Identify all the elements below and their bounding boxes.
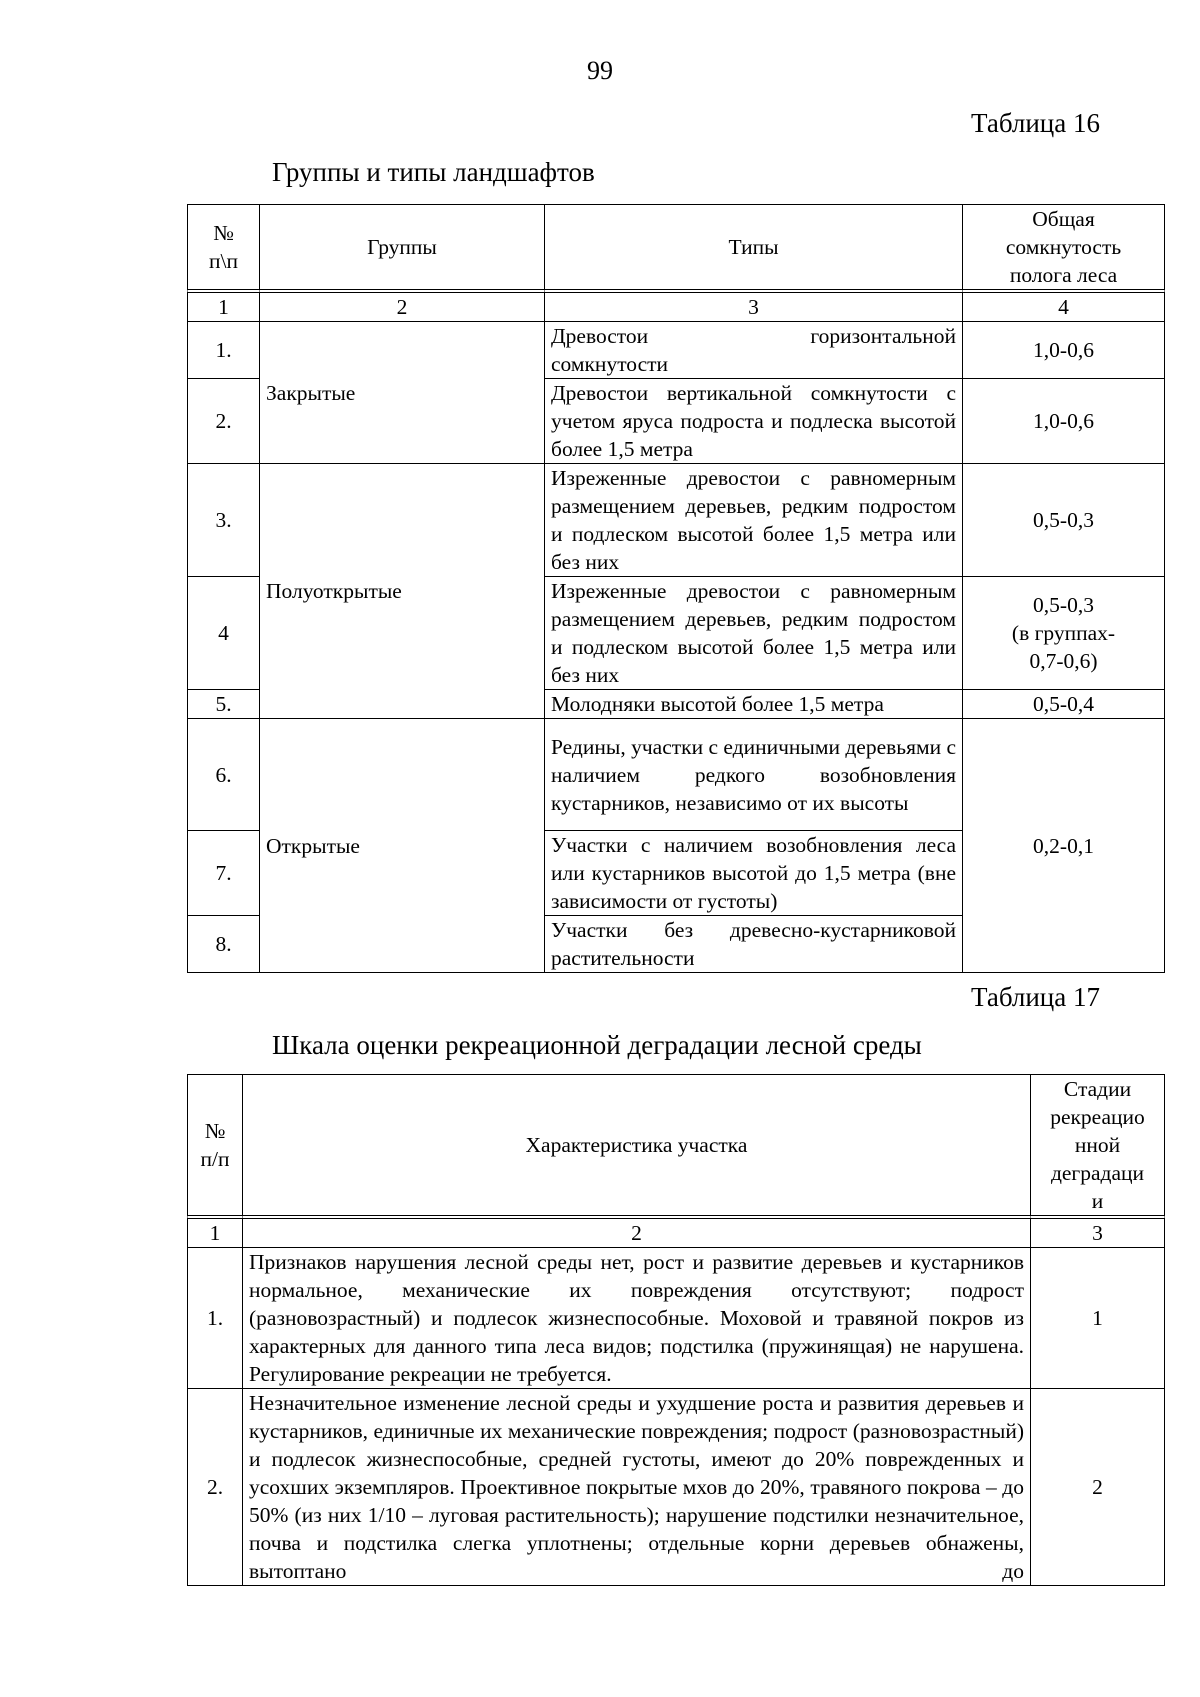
column-number: 1: [187, 293, 260, 322]
density-cell: 0,5-0,4: [963, 690, 1165, 719]
row-number: 2.: [187, 1389, 243, 1586]
header-stage: Стадии рекреацио нной деградаци и: [1031, 1074, 1165, 1219]
degradation-scale-table: [187, 1074, 1165, 1586]
group-open: Открытые: [260, 719, 545, 973]
row-number: 3.: [187, 464, 260, 577]
header-types: Типы: [545, 204, 963, 293]
table-header-row: [187, 204, 1165, 293]
row-number: 2.: [187, 379, 260, 464]
table-17-title: Шкала оценки рекреационной деградации лесной среды: [272, 1030, 922, 1060]
column-number: 2: [260, 293, 545, 322]
density-cell: 0,5-0,3: [963, 464, 1165, 577]
table-17-caption: Таблица 17: [971, 982, 1100, 1012]
row-number: 8.: [187, 916, 260, 973]
type-cell: Редины, участки с единичными деревьями с наличием редкого возобновления кустарников, независимо от их высоты: [545, 719, 963, 831]
column-number: 3: [545, 293, 963, 322]
column-number: 3: [1031, 1219, 1165, 1248]
row-number: 6.: [187, 719, 260, 831]
table-header-row: [187, 1074, 1165, 1219]
density-cell: 1,0-0,6: [963, 379, 1165, 464]
type-cell: Изреженные древостои с равномерным размещением деревьев, редким подростом и подлеском высотой более 1,5 метра или без них: [545, 577, 963, 690]
row-number: 5.: [187, 690, 260, 719]
type-cell: Изреженные древостои с равномерным размещением деревьев, редким подростом и подлеском высотой более 1,5 метра или без них: [545, 464, 963, 577]
row-number: 4: [187, 577, 260, 690]
table-16-caption: Таблица 16: [971, 108, 1100, 138]
column-numbers-row: [187, 1219, 1165, 1248]
type-cell: Участки с наличием возобновления леса или кустарников высотой до 1,5 метра (вне зависимости от густоты): [545, 831, 963, 916]
stage-cell: 1: [1031, 1248, 1165, 1389]
stage-cell: 2: [1031, 1389, 1165, 1586]
header-groups: Группы: [260, 204, 545, 293]
characteristic-cell: Признаков нарушения лесной среды нет, рост и развитие деревьев и кустарников нормальное, механические их повреждения отсутствуют; подрост (разновозрастный) и подлесок жизнеспособные. Моховой и травяной покров из характерных для данного типа леса видов; подстилка (пружинящая) не нарушена. Регулирование рекреации не требуется.: [243, 1248, 1031, 1389]
type-cell: Участки без древесно-кустарниковой растительности: [545, 916, 963, 973]
header-number: № п\п: [187, 204, 260, 293]
column-numbers-row: [187, 293, 1165, 322]
row-number: 1.: [187, 322, 260, 379]
density-cell: 1,0-0,6: [963, 322, 1165, 379]
landscape-types-table: [187, 204, 1165, 973]
column-number: 4: [963, 293, 1165, 322]
header-number: № п/п: [187, 1074, 243, 1219]
column-number: 2: [243, 1219, 1031, 1248]
density-cell: 0,2-0,1: [963, 719, 1165, 973]
type-cell: Молодняки высотой более 1,5 метра: [545, 690, 963, 719]
density-cell: 0,5-0,3 (в группах- 0,7-0,6): [963, 577, 1165, 690]
row-number: 1.: [187, 1248, 243, 1389]
table-row: [187, 464, 1165, 577]
column-number: 1: [187, 1219, 243, 1248]
table-16-title: Группы и типы ландшафтов: [272, 157, 595, 187]
type-cell: Древостои вертикальной сомкнутости с учетом яруса подроста и подлеска высотой более 1,5 метра: [545, 379, 963, 464]
group-closed: Закрытые: [260, 322, 545, 464]
table-row: [187, 1248, 1165, 1389]
table-row: [187, 322, 1165, 379]
header-characteristic: Характеристика участка: [243, 1074, 1031, 1219]
row-number: 7.: [187, 831, 260, 916]
table-row: [187, 719, 1165, 831]
group-semi-open: Полуоткрытые: [260, 464, 545, 719]
page-number: 99: [587, 56, 613, 85]
table-row: [187, 1389, 1165, 1586]
header-density: Общая сомкнутость полога леса: [963, 204, 1165, 293]
characteristic-cell: Незначительное изменение лесной среды и ухудшение роста и развития деревьев и кустарников, единичные их механические повреждения; подрост (разновозрастный) и подлесок жизнеспособные, средней густоты, имеют до 20% поврежденных и усохших экземпляров. Проективное покрытые мхов до 20%, травяного покрова – до 50% (из них 1/10 – луговая растительность); нарушение подстилки незначительное, почва и подстилка слегка уплотнены; отдельные корни деревьев обнажены, вытоптано до: [243, 1389, 1031, 1586]
type-cell: Древостои горизонтальной сомкнутости: [545, 322, 963, 379]
